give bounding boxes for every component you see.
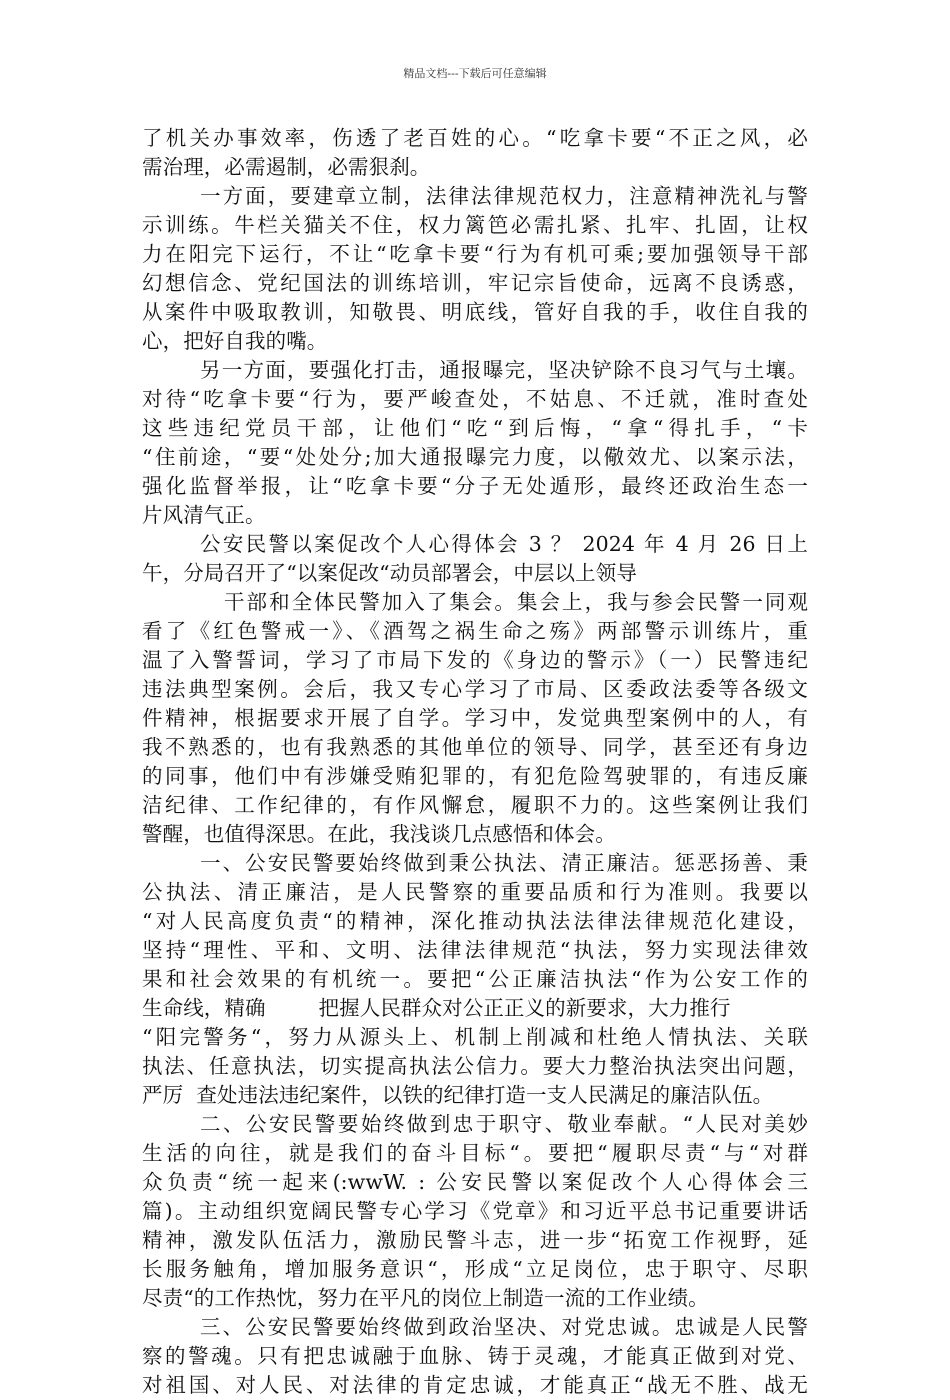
text-line: 生命线，精确 把握人民群众对公正正义的新要求，大力推行 — [142, 996, 731, 1020]
text-line: 另一方面，要强化打击，通报曝完，坚决铲除不良习气与土壤。 — [200, 358, 808, 382]
text-line: 篇)。主动组织宽阔民警专心学习《党章》和习近平总书记重要讲话 — [142, 1199, 808, 1223]
text-line: “对人民高度负责“的精神，深化推动执法法律法律规范化建设， — [142, 909, 808, 933]
text-line: 这些违纪党员干部，让他们“吃“到后悔，“拿“得扎手，“卡 — [142, 416, 808, 440]
text-line: 警醒，也值得深思。在此，我浅谈几点感悟和体会。 — [142, 822, 616, 846]
text-line: 温了入警誓词，学习了市局下发的《身边的警示》（一）民警违纪 — [142, 648, 808, 672]
text-line: 了机关办事效率，伤透了老百姓的心。“吃拿卡要“不正之风，必 — [142, 126, 808, 150]
text-line: 三、公安民警要始终做到政治坚决、对党忠诚。忠诚是人民警 — [200, 1315, 808, 1339]
text-line: 精神，激发队伍活力，激励民警斗志，进一步“拓宽工作视野，延 — [142, 1228, 808, 1252]
text-line: 公执法、清正廉洁，是人民警察的重要品质和行为准则。我要以 — [142, 880, 808, 904]
text-line: 洁纪律、工作纪律的，有作风懈怠，履职不力的。这些案例让我们 — [142, 793, 808, 817]
text-line: 心，把好自我的嘴。 — [142, 329, 328, 353]
text-line: “住前途，“要“处处分;加大通报曝完力度，以儆效尤、以案示法， — [142, 445, 808, 469]
text-line: 察的警魂。只有把忠诚融于血脉、铸于灵魂，才能真正做到对党、 — [142, 1344, 808, 1368]
text-line: 生活的向往，就是我们的奋斗目标“。要把“履职尽责“与“对群 — [142, 1141, 808, 1165]
text-line: 一、公安民警要始终做到秉公执法、清正廉洁。惩恶扬善、秉 — [200, 851, 808, 875]
text-line: 众负责“统一起来(:wwW. : 公安民警以案促改个人心得体会三 — [142, 1170, 808, 1194]
page-header: 精品文档---下载后可任意编辑 — [403, 67, 547, 80]
text-line: “阳完警务“，努力从源头上、机制上削减和杜绝人情执法、关联 — [142, 1025, 808, 1049]
text-line: 看了《红色警戒一》、《酒驾之祸生命之殇》两部警示训练片，重 — [142, 619, 808, 643]
text-line: 二、公安民警要始终做到忠于职守、敬业奉献。“人民对美妙 — [200, 1112, 808, 1136]
text-line: 片风清气正。 — [142, 503, 266, 527]
text-line: 一方面，要建章立制，法律法律规范权力，注意精神洗礼与警 — [200, 184, 808, 208]
text-line: 严厉 查处违法违纪案件，以铁的纪律打造一支人民满足的廉洁队伍。 — [142, 1083, 774, 1107]
document-body — [142, 124, 808, 1400]
text-line: 坚持“理性、平和、文明、法律法律规范“执法，努力实现法律效 — [142, 938, 808, 962]
text-line: 从案件中吸取教训，知敬畏、明底线，管好自我的手，收住自我的 — [142, 300, 808, 324]
text-line: 长服务触角，增加服务意识“，形成“立足岗位，忠于职守、尽职 — [142, 1257, 808, 1281]
text-line: 需治理，必需遏制，必需狠刹。 — [142, 155, 431, 179]
text-line: 的同事，他们中有涉嫌受贿犯罪的，有犯危险驾驶罪的，有违反廉 — [142, 764, 808, 788]
text-line: 强化监督举报，让“吃拿卡要“分子无处遁形，最终还政治生态一 — [142, 474, 808, 498]
text-line: 件精神，根据要求开展了自学。学习中，发觉典型案例中的人，有 — [142, 706, 808, 730]
text-line: 午，分局召开了“以案促改“动员部署会，中层以上领导 — [142, 561, 637, 585]
text-line: 干部和全体民警加入了集会。集会上，我与参会民警一同观 — [224, 590, 808, 614]
text-line: 我不熟悉的，也有我熟悉的其他单位的领导、同学，甚至还有身边 — [142, 735, 808, 759]
text-line: 对待“吃拿卡要“行为，要严峻查处，不姑息、不迁就，准时查处 — [142, 387, 808, 411]
text-line: 尽责“的工作热忱，努力在平凡的岗位上制造一流的工作业绩。 — [142, 1286, 709, 1310]
text-line: 对祖国、对人民、对法律的肯定忠诚，才能真正“战无不胜、战无 — [142, 1373, 808, 1397]
text-line: 违法典型案例。会后，我又专心学习了市局、区委政法委等各级文 — [142, 677, 808, 701]
text-line: 公安民警以案促改个人心得体会 3 ？ 2024 年 4 月 26 日上 — [200, 532, 808, 556]
text-line: 果和社会效果的有机统一。要把“公正廉洁执法“作为公安工作的 — [142, 967, 808, 991]
text-line: 力在阳完下运行，不让“吃拿卡要“行为有机可乘;要加强领导干部 — [142, 242, 808, 266]
text-line: 执法、任意执法，切实提高执法公信力。要大力整治执法突出问题， — [142, 1054, 808, 1078]
text-line: 示训练。牛栏关猫关不住，权力篱笆必需扎紧、扎牢、扎固，让权 — [142, 213, 808, 237]
text-line: 幻想信念、党纪国法的训练培训，牢记宗旨使命，远离不良诱惑， — [142, 271, 808, 295]
